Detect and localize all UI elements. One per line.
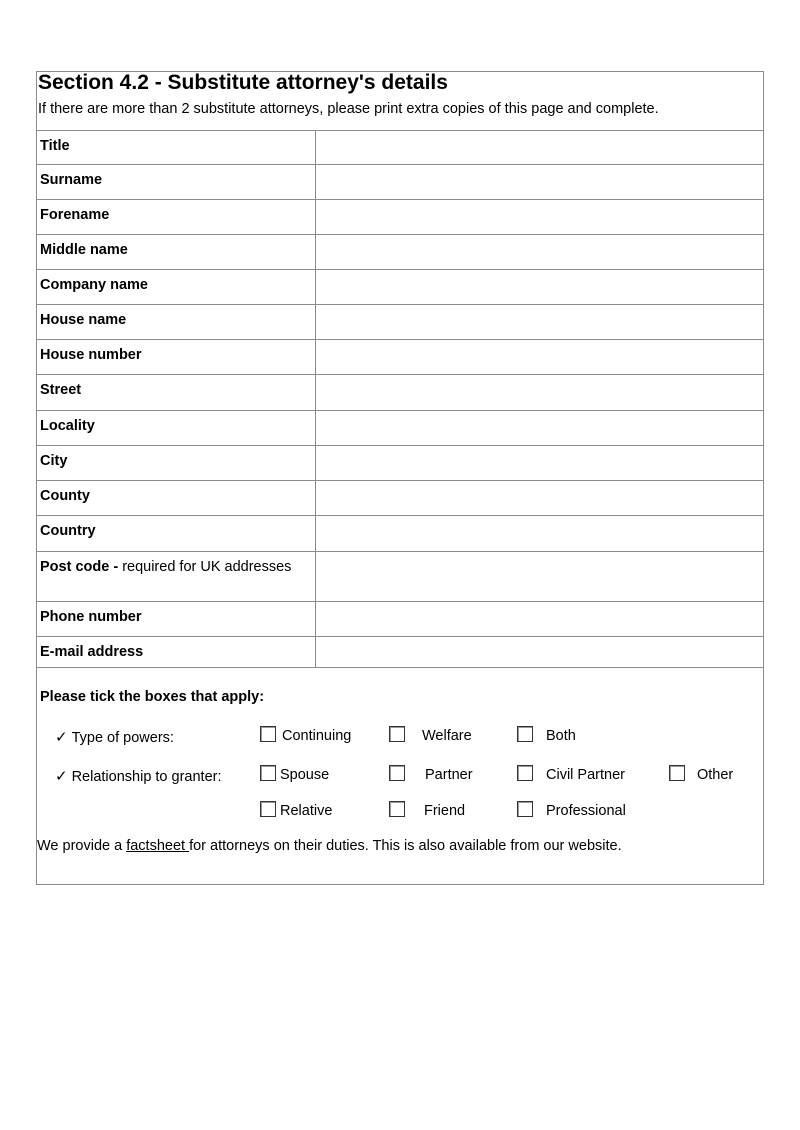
factsheet-link[interactable]: factsheet	[126, 838, 190, 854]
tick-boxes-heading: Please tick the boxes that apply:	[40, 689, 265, 705]
house-number-input[interactable]	[316, 340, 763, 374]
company-name-input[interactable]	[316, 270, 763, 304]
checkmark-icon: ✓	[55, 729, 68, 746]
both-checkbox[interactable]	[517, 726, 533, 742]
field-label-county: County	[37, 481, 316, 515]
field-label-street: Street	[37, 375, 316, 410]
email-address-input[interactable]	[316, 637, 763, 667]
continuing-label: Continuing	[282, 728, 352, 744]
field-label-surname: Surname	[37, 165, 316, 199]
row-street	[37, 375, 763, 411]
street-input[interactable]	[316, 375, 763, 410]
section-title: Section 4.2 - Substitute attorney's details	[38, 71, 448, 94]
field-label-forename: Forename	[37, 200, 316, 234]
spouse-checkbox[interactable]	[260, 765, 276, 781]
country-input[interactable]	[316, 516, 763, 551]
relative-checkbox[interactable]	[260, 801, 276, 817]
field-label-middle-name: Middle name	[37, 235, 316, 269]
professional-label: Professional	[546, 803, 626, 819]
continuing-checkbox[interactable]	[260, 726, 276, 742]
field-label-house-number: House number	[37, 340, 316, 374]
type-of-powers-label: ✓ Type of powers:	[55, 729, 174, 746]
other-label: Other	[697, 767, 734, 783]
relative-label: Relative	[280, 803, 333, 819]
locality-input[interactable]	[316, 411, 763, 445]
row-phone-number	[37, 602, 763, 637]
row-surname	[37, 165, 763, 200]
post-code-input[interactable]	[316, 552, 763, 601]
details-table	[37, 131, 763, 668]
surname-input[interactable]	[316, 165, 763, 199]
welfare-checkbox[interactable]	[389, 726, 405, 742]
substitute-attorney-form	[36, 71, 764, 885]
row-county	[37, 481, 763, 516]
city-input[interactable]	[316, 446, 763, 480]
county-input[interactable]	[316, 481, 763, 515]
forename-input[interactable]	[316, 200, 763, 234]
friend-checkbox[interactable]	[389, 801, 405, 817]
partner-checkbox[interactable]	[389, 765, 405, 781]
field-label-country: Country	[37, 516, 316, 551]
field-label-company-name: Company name	[37, 270, 316, 304]
row-middle-name	[37, 235, 763, 270]
field-label-city: City	[37, 446, 316, 480]
row-title	[37, 131, 763, 165]
field-label-post-code: Post code - required for UK addresses	[37, 552, 316, 601]
civil-partner-checkbox[interactable]	[517, 765, 533, 781]
friend-label: Friend	[424, 803, 466, 819]
spouse-label: Spouse	[280, 767, 330, 783]
footer-note: We provide a factsheet for attorneys on their duties. This is also available from our website.	[37, 838, 622, 854]
field-label-email-address: E-mail address	[37, 637, 316, 667]
row-post-code	[37, 552, 763, 602]
phone-number-input[interactable]	[316, 602, 763, 636]
section-subtitle: If there are more than 2 substitute attorneys, please print extra copies of this page and complete.	[38, 101, 659, 117]
row-house-name	[37, 305, 763, 340]
middle-name-input[interactable]	[316, 235, 763, 269]
both-label: Both	[546, 728, 576, 744]
partner-label: Partner	[425, 767, 473, 783]
field-label-title: Title	[37, 131, 316, 164]
field-label-locality: Locality	[37, 411, 316, 445]
welfare-label: Welfare	[422, 728, 472, 744]
row-city	[37, 446, 763, 481]
field-label-house-name: House name	[37, 305, 316, 339]
post-code-note: required for UK addresses	[122, 559, 292, 575]
other-checkbox[interactable]	[669, 765, 685, 781]
row-country	[37, 516, 763, 552]
row-locality	[37, 411, 763, 446]
house-name-input[interactable]	[316, 305, 763, 339]
civil-partner-label: Civil Partner	[546, 767, 625, 783]
checkmark-icon: ✓	[55, 768, 68, 785]
professional-checkbox[interactable]	[517, 801, 533, 817]
row-email-address	[37, 637, 763, 668]
title-input[interactable]	[316, 131, 763, 164]
relationship-to-granter-label: ✓ Relationship to granter:	[55, 768, 222, 785]
section-header	[37, 72, 763, 131]
row-house-number	[37, 340, 763, 375]
row-company-name	[37, 270, 763, 305]
field-label-phone-number: Phone number	[37, 602, 316, 636]
row-forename	[37, 200, 763, 235]
